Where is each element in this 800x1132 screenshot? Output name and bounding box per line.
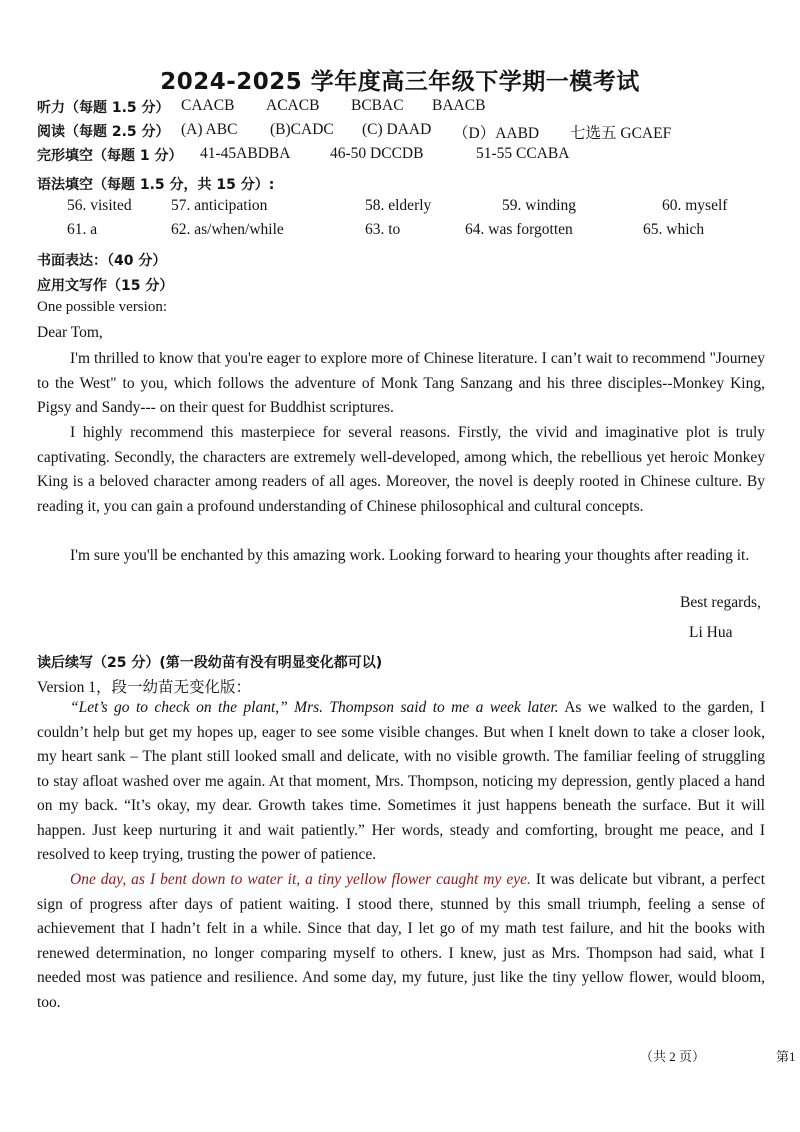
letter-paragraph-3: I'm sure you'll be enchanted by this amazing work. Looking forward to hearing your thoughts after reading it. [70, 547, 750, 564]
grammar-answer: 57. anticipation [171, 197, 268, 214]
listening-group: ACACB [266, 97, 320, 114]
writing-heading: 书面表达：（40 分） [37, 253, 167, 269]
salutation: Dear Tom, [37, 324, 103, 341]
paragraph-lead-sentence: One day, as I bent down to water it, a tiny yellow flower caught my eye. [70, 871, 531, 888]
page-count: （共 2 页） [640, 1049, 706, 1064]
grammar-answers [37, 174, 274, 194]
listening-answers [37, 97, 170, 117]
grammar-answer: 59. winding [502, 197, 577, 214]
letter-paragraph-1: I'm thrilled to know that you're eager to explore more of Chinese literature. I can’t wait to recommend "Journey to the West" to you, which follows the adventure of Monk Tang Sanzang and his three disciples--Monkey King, Pigsy and Sandy--- on their quest for Buddhist scriptures. [37, 350, 765, 416]
paragraph-body: As we walked to the garden, I couldn’t help but get my hopes up, eager to see some visible changes. But when I knelt down to take a closer look, my heart sank – The plant still looked small and delicate, with no visible growth. The familiar feeling of struggling to stay afloat washed over me again. At that moment, Mrs. Thompson, noticing my depression, gently placed a hand on my back. “It’s okay, my dear. Growth takes time. Sometimes it just happens beneath the surface. But it will happen. Just keep nurturing it and wait patiently.” Her words, steady and comforting, brought me peace, and I resolved to keep trying, trusting the power of patience. [37, 699, 765, 863]
reading-a: (A) ABC [181, 121, 238, 138]
letter-paragraph-2: I highly recommend this masterpiece for several reasons. Firstly, the vivid and imaginative plot is truly captivating. Secondly, the characters are extremely well-developed, among which, the rebellious yet heroic Monkey King is a beloved character among readers of all ages. Moreover, the novel is deeply rooted in Chinese culture. By reading it, you can gain a profound understanding of Chinese philosophical and cultural concepts. [37, 424, 765, 515]
listening-group: BAACB [432, 97, 486, 114]
letter-signature: Li Hua [689, 624, 733, 641]
cloze-group: 46-50 DCCDB [330, 145, 424, 162]
page-title: 2024-2025 学年度高三年级下学期一模考试 [160, 69, 640, 95]
continuation-paragraph-1 [37, 696, 765, 868]
listening-label: 听力（每题 1.5 分） [37, 100, 170, 116]
grammar-answer: 63. to [365, 221, 401, 238]
reading-answers [37, 121, 170, 141]
cloze-answers [37, 145, 183, 165]
continuation-paragraph-2 [37, 868, 765, 1015]
listening-group: BCBAC [351, 97, 404, 114]
version-intro: One possible version: [37, 299, 167, 315]
cloze-group: 51-55 CCABA [476, 145, 570, 162]
continuation-heading: 读后续写（25 分）(第一段幼苗有没有明显变化都可以) [37, 655, 383, 671]
paragraph-body: It was delicate but vibrant, a perfect sign of progress after days of patient waiting. I stood there, stunned by this small triumph, feeling a sense of achievement that I hadn’t felt in a while. Since that day, I let go of my math test failure, and hit the books with renewed determination, no longer comparing myself to others. I knew, just as Mrs. Thompson had said, what I needed most was patience and resilience. And some day, my future, just like the tiny yellow flower, would bloom, too. [37, 871, 765, 1011]
grammar-answer: 56. visited [67, 197, 132, 214]
grammar-answer: 65. which [643, 221, 705, 238]
reading-b: (B)CADC [270, 121, 334, 138]
grammar-label: 语法填空（每题 1.5 分，共 15 分）: [37, 177, 275, 193]
reading-c: (C) DAAD [362, 121, 432, 138]
cloze-group: 41-45ABDBA [200, 145, 291, 162]
letter-closing: Best regards, [680, 594, 761, 611]
cloze-label: 完形填空（每题 1 分） [37, 148, 183, 164]
reading-d: （D）AABD [453, 125, 540, 142]
grammar-answer: 58. elderly [365, 197, 432, 214]
grammar-answer: 62. as/when/while [171, 221, 284, 238]
reading-label: 阅读（每题 2.5 分） [37, 124, 170, 140]
paragraph-lead-sentence: “Let’s go to check on the plant,” Mrs. Thompson said to me a week later. [70, 699, 559, 716]
grammar-answer: 61. a [67, 221, 98, 238]
grammar-answer: 60. myself [662, 197, 728, 214]
practical-writing-heading: 应用文写作（15 分） [37, 278, 174, 294]
page-number: 第1 [776, 1049, 796, 1064]
reading-seven: 七选五 GCAEF [570, 125, 672, 142]
grammar-answer: 64. was forgotten [465, 221, 573, 238]
continuation-version: Version 1，段一幼苗无变化版： [37, 679, 251, 696]
listening-group: CAACB [181, 97, 235, 114]
